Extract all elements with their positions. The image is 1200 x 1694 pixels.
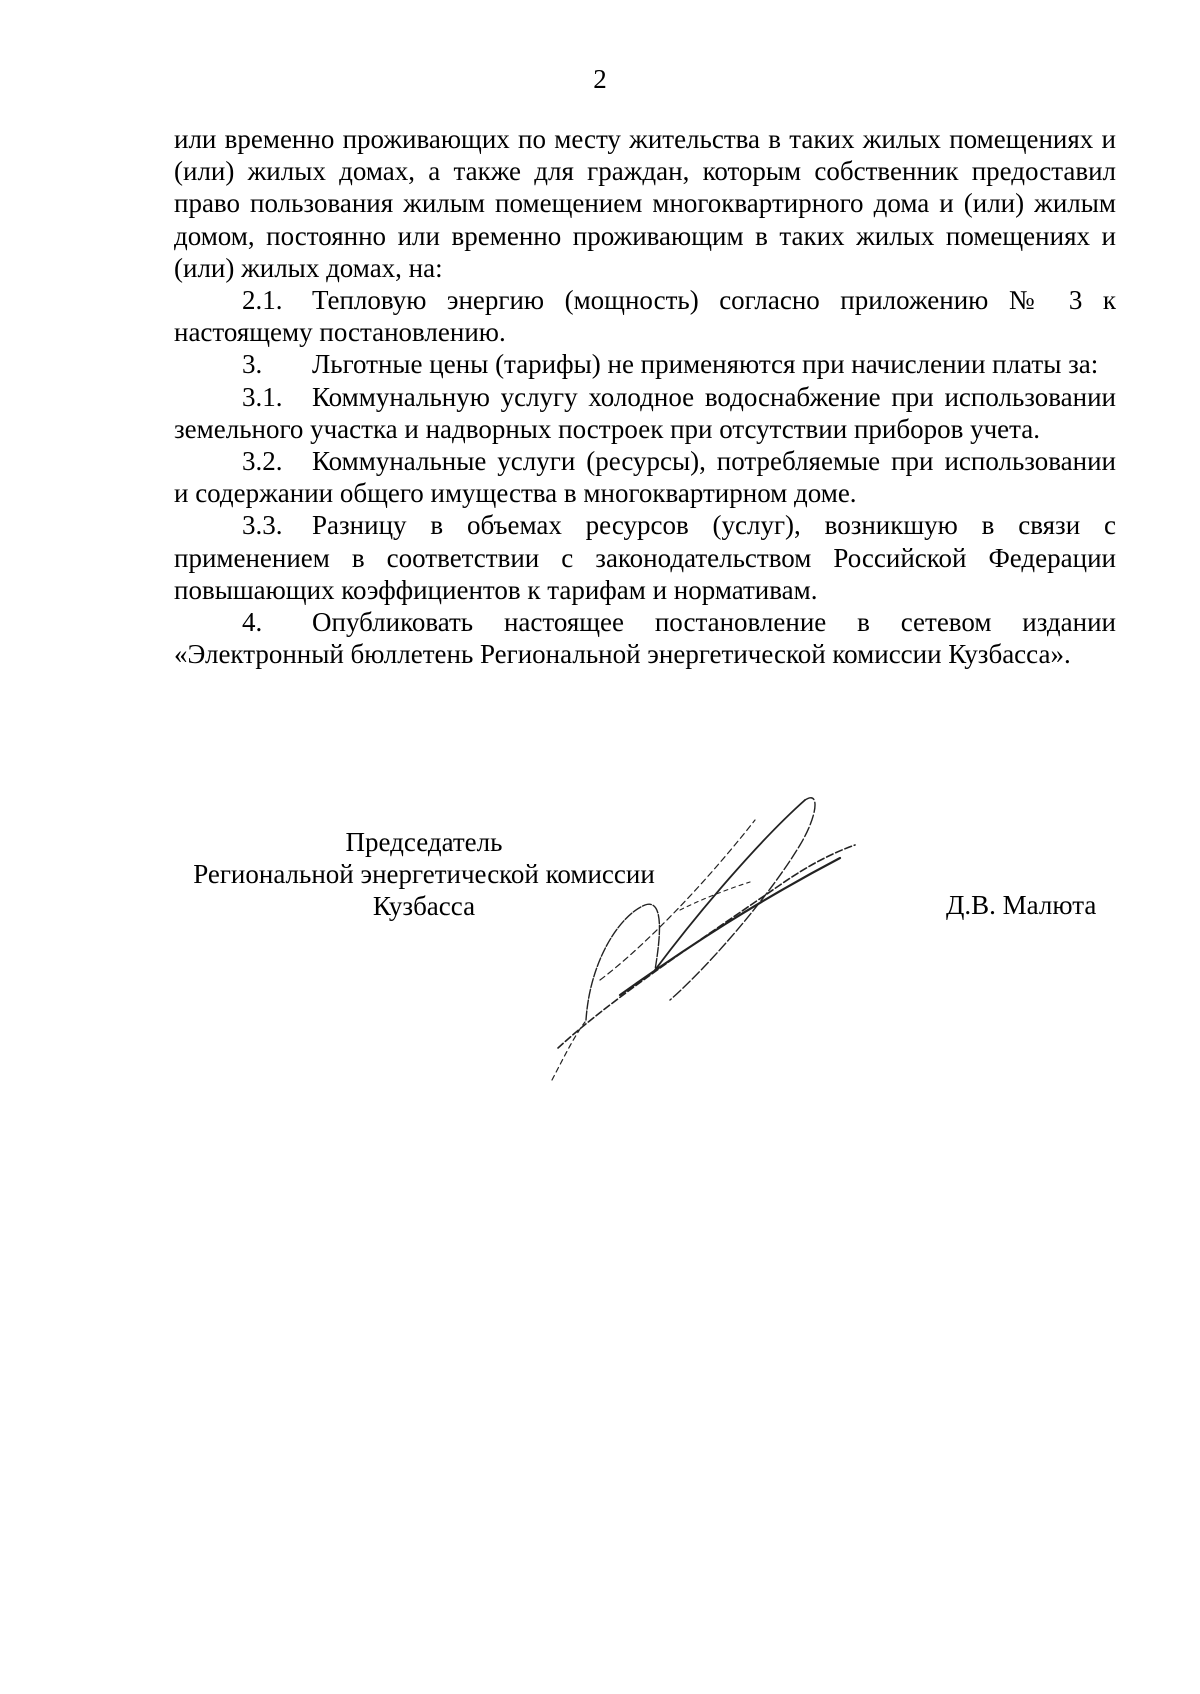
paragraph-3-2	[174, 445, 1116, 509]
paragraph-text: или временно проживающих по месту жительства в таких жилых помещениях и (или) жилых домах, а также для граждан, которым собственник предоставил право пользования жилым помещением многоквартирного дома и (или) жилым домом, постоянно или временно проживающим в таких жилых помещениях и (или) жилых домах, на:	[174, 124, 1116, 283]
paragraph-number: 3.1.	[242, 381, 283, 412]
paragraph-text: Тепловую энергию (мощность) согласно приложению № 3 к настоящему постановлению.	[174, 285, 1116, 348]
paragraph-text: Разницу в объемах ресурсов (услуг), возникшую в связи с применением в соответствии с законодательством Российской Федерации повышающих коэффициентов к тарифам и нормативам.	[174, 510, 1116, 605]
paragraph-text: Коммунальные услуги (ресурсы), потребляемые при использовании и содержании общего имущества в многоквартирном доме.	[174, 446, 1116, 509]
paragraph-3-1	[174, 381, 1116, 445]
page-number: 2	[593, 64, 607, 94]
handwritten-signature	[550, 790, 950, 1120]
paragraph-3-3	[174, 509, 1116, 606]
position-line: Председатель	[345, 827, 503, 857]
paragraph-text: Льготные цены (тарифы) не применяются при начислении платы за:	[312, 349, 1099, 380]
paragraph-3	[174, 348, 1116, 380]
paragraph-text: Коммунальную услугу холодное водоснабжение при использовании земельного участка и надворных построек при отсутствии приборов учета.	[174, 381, 1116, 444]
paragraph-4	[174, 606, 1116, 670]
paragraph-2-1	[174, 284, 1116, 348]
position-line: Кузбасса	[372, 891, 476, 921]
paragraph-number: 3.	[242, 349, 263, 380]
paragraph-number: 3.2.	[242, 446, 283, 477]
document-body	[174, 123, 1116, 670]
signatory-name: Д.В. Малюта	[946, 890, 1097, 920]
paragraph-continuation	[174, 123, 1116, 284]
paragraph-number: 2.1.	[242, 285, 283, 316]
paragraph-number: 4.	[242, 607, 263, 638]
position-line: Региональной энергетической комиссии	[193, 859, 655, 889]
paragraph-number: 3.3.	[242, 510, 283, 541]
paragraph-text: Опубликовать настоящее постановление в сетевом издании «Электронный бюллетень Региональной энергетической комиссии Кузбасса».	[174, 607, 1116, 670]
